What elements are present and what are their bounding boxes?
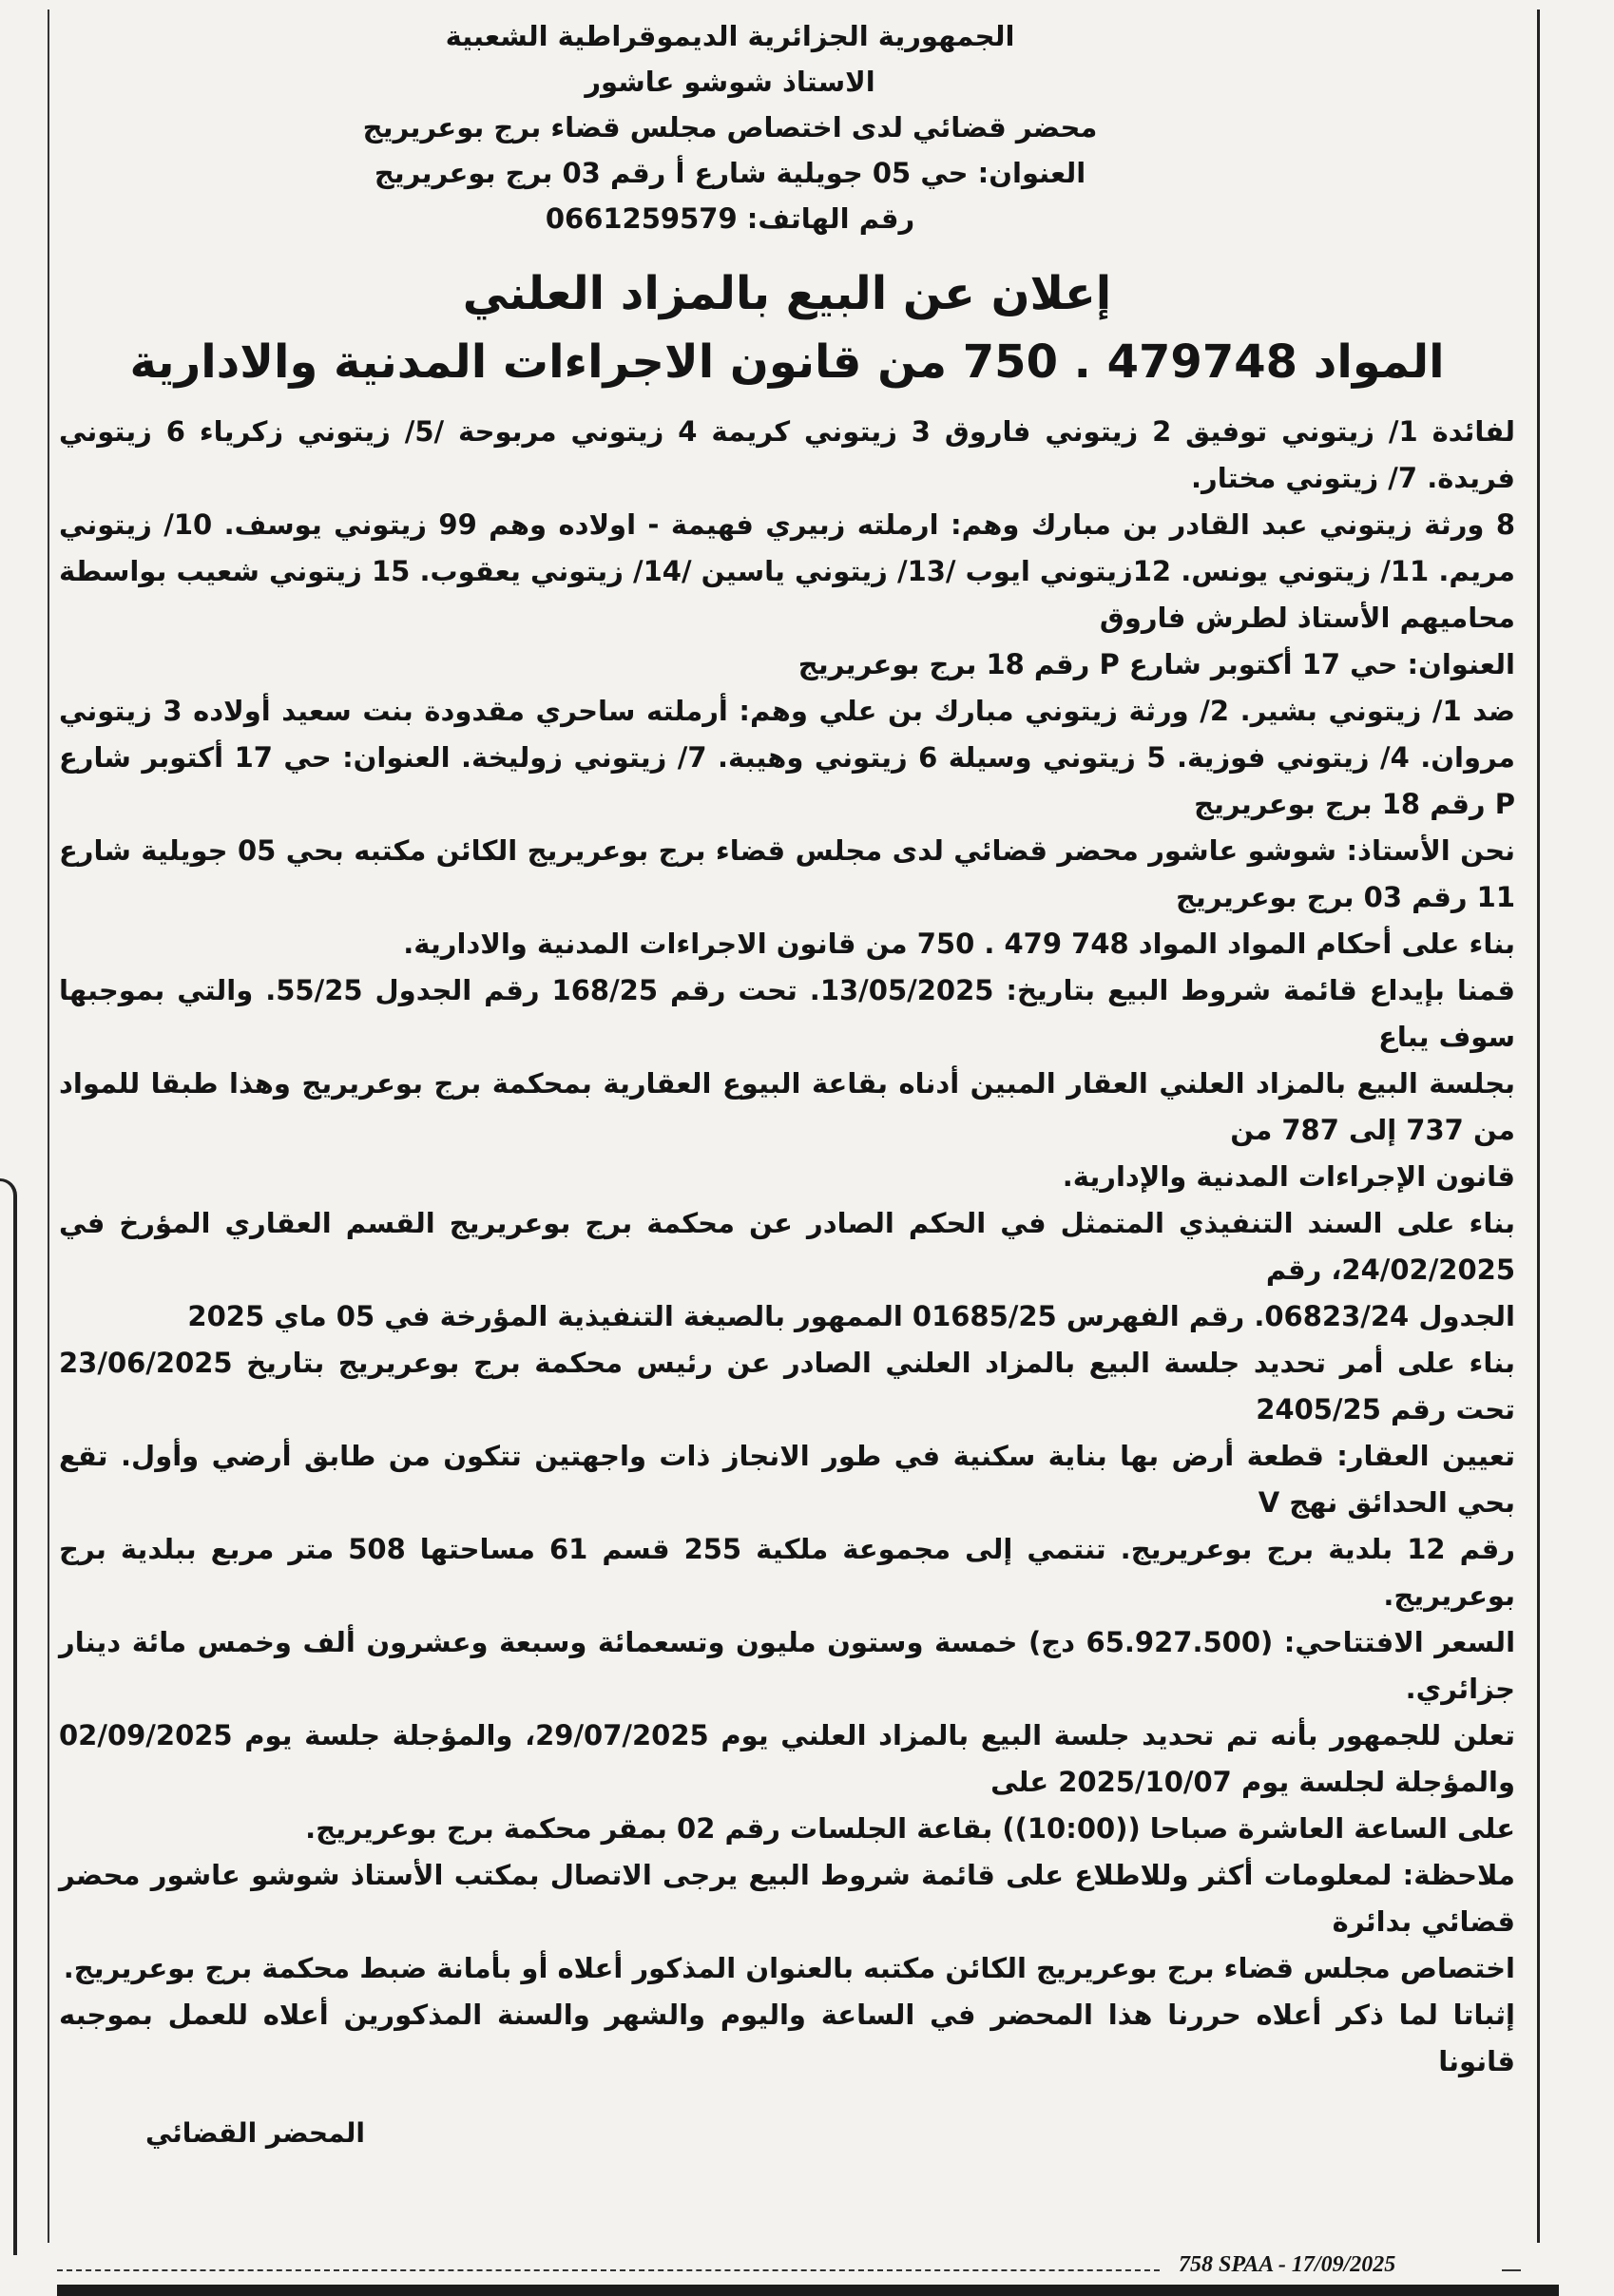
beneficiaries-paragraph: لفائدة 1/ زيتوني توفيق 2 زيتوني فاروق 3 زيتوني كريمة 4 زيتوني مربوحة /5/ زيتوني زكرياء 6 زيتوني فريدة. 7/ زيتوني مختار.	[59, 415, 1515, 494]
page-bottom-band	[57, 2285, 1559, 2296]
law-reference: قانون الإجراءات المدنية والإدارية.	[1062, 1160, 1515, 1193]
enforcement-title: بناء على السند التنفيذي المتمثل في الحكم الصادر عن محكمة برج بوعريريج القسم العقاري المؤرخ في 24/02/2025، رقم	[59, 1207, 1515, 1286]
publication-code: 758 SPAA - 17/09/2025	[1179, 2252, 1396, 2277]
bailiff-phone: رقم الهاتف: 0661259579	[545, 202, 915, 235]
session-order: بناء على أمر تحديد جلسة البيع بالمزاد العلني الصادر عن رئيس محكمة برج بوعريريج بتاريخ 23/06/2025 تحت رقم 2405/25	[59, 1347, 1515, 1425]
opening-price: السعر الافتتاحي: (65.927.500 دج) خمسة وستون مليون وتسعمائة وسبعة وعشرون ألف وخمس مائة دينار جزائري.	[59, 1626, 1516, 1705]
republic-name: الجمهورية الجزائرية الديموقراطية الشعبية	[445, 20, 1015, 52]
bailiff-name: الاستاذ شوشو عاشور	[585, 66, 875, 98]
public-announcement: تعلن للجمهور بأنه تم تحديد جلسة البيع بالمزاد العلني يوم 29/07/2025، والمؤجلة جلسة يوم 02/09/2025 والمؤجلة لجلسة يوم 2025/10/07 على	[59, 1719, 1515, 1798]
sale-session-paragraph: بجلسة البيع بالمزاد العلني العقار المبين أدناه بقاعة البيوع العقارية بمحكمة برج بوعريريج وهذا طبقا للمواد من 737 إلى 787 من	[59, 1067, 1515, 1146]
adjacent-column-edge	[0, 1178, 17, 2255]
heirs-paragraph: 8 ورثة زيتوني عبد القادر بن مبارك وهم: ارملته زبيري فهيمة - اولاده وهم 99 زيتوني يوسف. 10/ زيتوني مريم. 11/ زيتوني يونس. 12زيتوني ايوب /13/ زيتوني ياسين /14/ زيتوني يعقوب. 15 زيتوني شعيب بواسطة محاميهم الأستاذ لطرش فاروق	[59, 508, 1516, 634]
legal-basis: بناء على أحكام المواد المواد 748 479 . 750 من قانون الاجراءات المدنية والادارية.	[403, 928, 1515, 960]
notice-subtitle: المواد 479748 . 750 من قانون الاجراءات المدنية والادارية	[129, 335, 1445, 389]
notice-title: إعلان عن البيع بالمزاد العلني	[462, 267, 1112, 320]
property-location: رقم 12 بلدية برج بوعريريج. تنتمي إلى مجموعة ملكية 255 قسم 61 مساحتها 508 متر مربع ببلدية برج بوعريريج.	[59, 1533, 1515, 1612]
bailiff-statement: نحن الأستاذ: شوشو عاشور محضر قضائي لدى مجلس قضاء برج بوعريريج الكائن مكتبه بحي 05 جويلية شارع 11 رقم 03 برج بوعريريج	[59, 834, 1516, 913]
defendants-paragraph: ضد 1/ زيتوني بشير. 2/ ورثة زيتوني مبارك بن علي وهم: أرملته ساحري مقدودة بنت سعيد أولاده 3 زيتوني مروان. 4/ زيتوني فوزية. 5 زيتوني وسيلة 6 زيتوني وهيبة. 7/ زيتوني زوليخة. العنوان: حي 17 أكتوبر شارع P رقم 18 برج بوعريريج	[59, 695, 1516, 820]
property-designation: تعيين العقار: قطعة أرض بها بناية سكنية في طور الانجاز ذات واجهتين تتكون من طابق أرضي وأول. تقع بحي الحدائق نهج V	[59, 1440, 1515, 1519]
bailiff-jurisdiction: محضر قضائي لدى اختصاص مجلس قضاء برج بوعريريج	[362, 111, 1098, 144]
beneficiaries-address: العنوان: حي 17 أكتوبر شارع P رقم 18 برج بوعريريج	[797, 648, 1515, 680]
footer	[57, 2252, 1521, 2281]
signature: المحضر القضائي	[144, 2117, 365, 2149]
session-time: على الساعة العاشرة صباحا ((10:00)) بقاعة الجلسات رقم 02 بمقر محكمة برج بوعريريج.	[305, 1812, 1515, 1845]
docket-reference: الجدول 06823/24. رقم الفهرس 01685/25 الممهور بالصيغة التنفيذية المؤرخة في 05 ماي 2025	[187, 1300, 1515, 1332]
contact-paragraph: اختصاص مجلس قضاء برج بوعريريج الكائن مكتبه بالعنوان المذكور أعلاه أو بأمانة ضبط محكمة برج بوعريريج.	[63, 1952, 1515, 1984]
bailiff-address: العنوان: حي 05 جويلية شارع أ رقم 03 برج بوعريريج	[374, 157, 1086, 189]
note-paragraph: ملاحظة: لمعلومات أكثر وللاطلاع على قائمة شروط البيع يرجى الاتصال بمكتب الأستاذ شوشو عاشور محضر قضائي بدائرة	[59, 1859, 1515, 1938]
sale-conditions-deposit: قمنا بإيداع قائمة شروط البيع بتاريخ: 13/05/2025. تحت رقم 168/25 رقم الجدول 55/25. والتي بموجبها سوف يباع	[59, 974, 1515, 1053]
footer-rule-right	[1502, 2269, 1521, 2271]
closing-statement: إثباتا لما ذكر أعلاه حررنا هذا المحضر في الساعة واليوم والشهر والسنة المذكورين أعلاه للعمل بموجبه قانونا	[59, 1999, 1515, 2077]
footer-rule-left	[57, 2269, 1160, 2271]
auction-notice	[59, 13, 1515, 2149]
issuer-header	[59, 13, 1515, 241]
